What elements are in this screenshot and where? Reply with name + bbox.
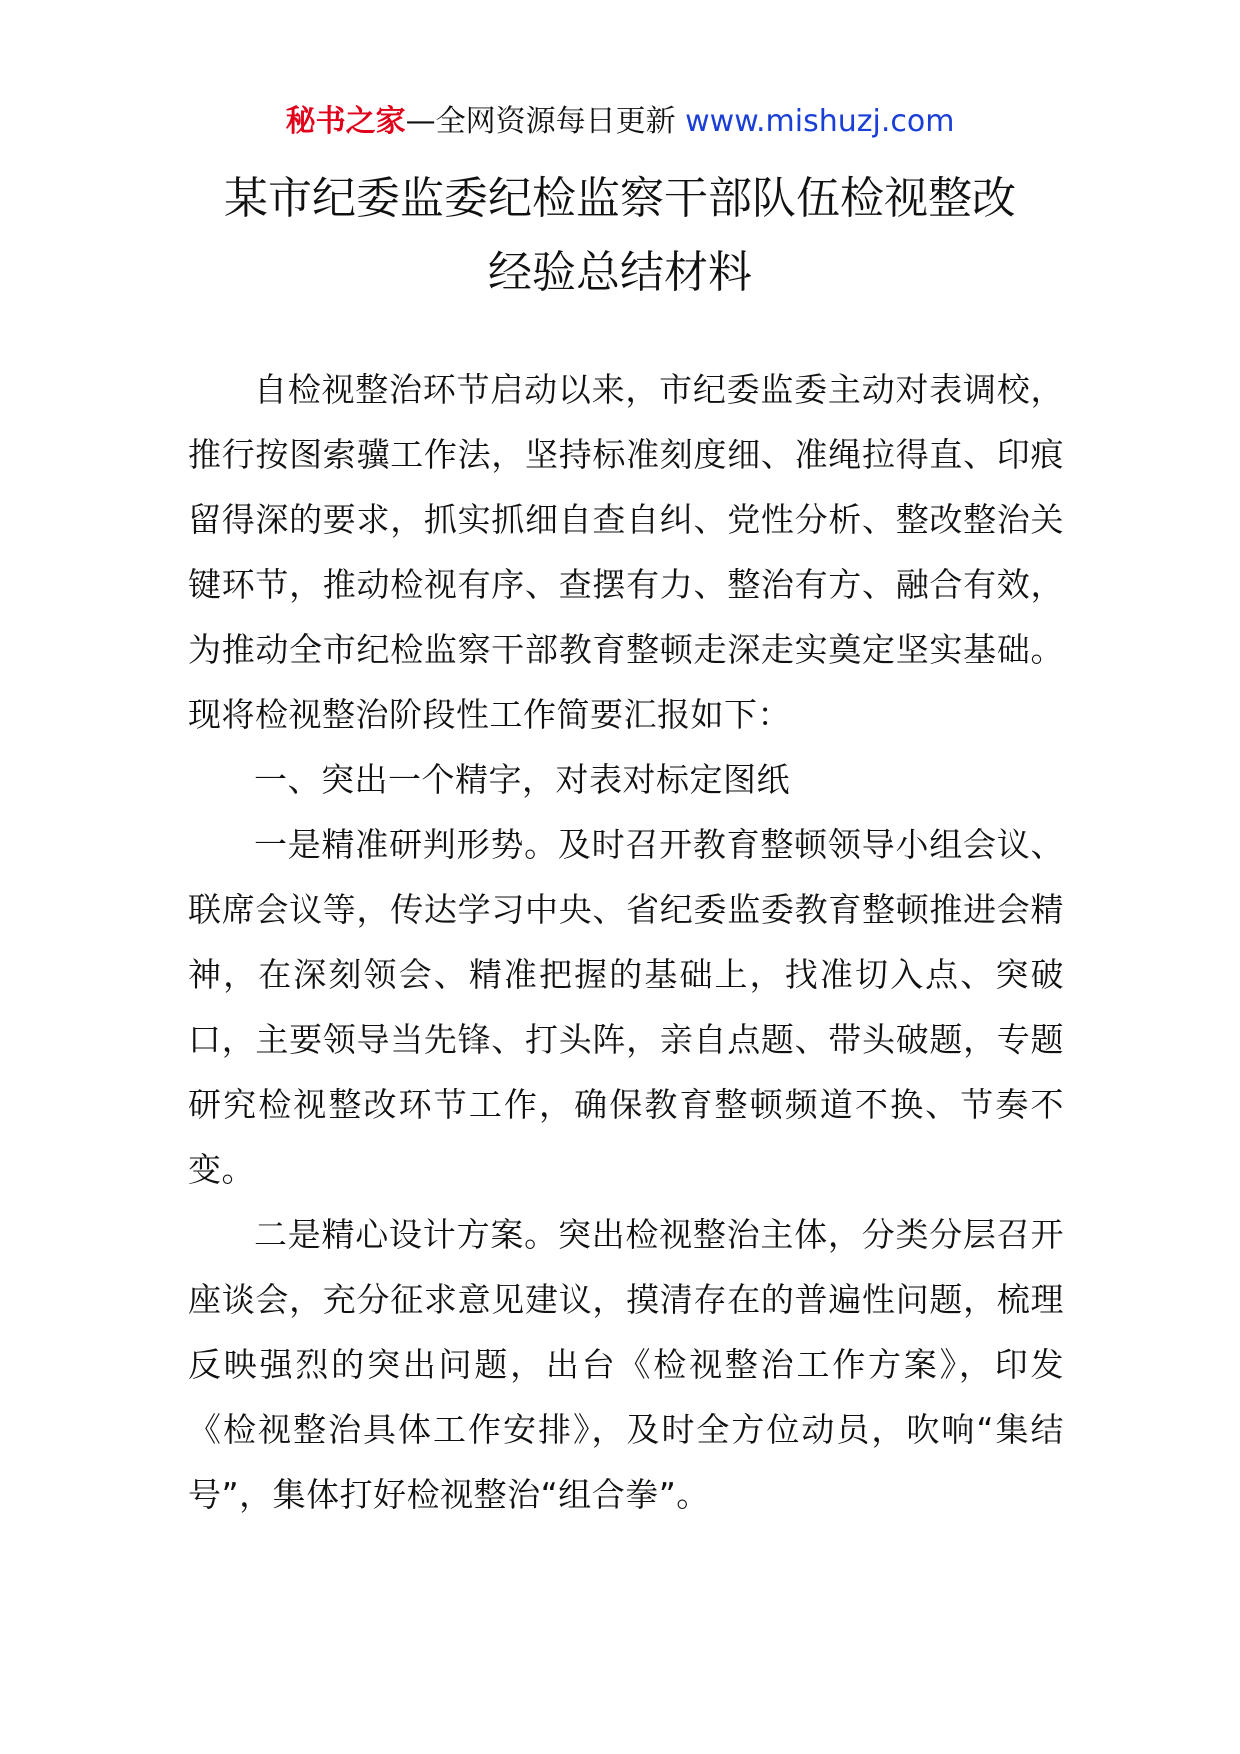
- intro-paragraph: 自检视整治环节启动以来，市纪委监委主动对表调校，推行按图索骥工作法，坚持标准刻度细、准绳拉得直、印痕留得深的要求，抓实抓细自查自纠、党性分析、整改整治关键环节，推动检视有序、查摆有力、整治有方、融合有效，为推动全市纪检监察干部教育整顿走深走实奠定坚实基础。现将检视整治阶段性工作简要汇报如下：: [188, 370, 1064, 734]
- paragraph-point-2: 二是精心设计方案。突出检视整治主体，分类分层召开座谈会，充分征求意见建议，摸清存在的普遍性问题，梳理反映强烈的突出问题，出台《检视整治工作方案》，印发《检视整治具体工作安排》，及时全方位动员，吹响“集结号”，集体打好检视整治“组合拳”。: [188, 1215, 1064, 1514]
- paragraph-point-1: 一是精准研判形势。及时召开教育整顿领导小组会议、联席会议等，传达学习中央、省纪委监委教育整顿推进会精神，在深刻领会、精准把握的基础上，找准切入点、突破口，主要领导当先锋、打头阵，亲自点题、带头破题，专题研究检视整改环节工作，确保教育整顿频道不换、节奏不变。: [188, 825, 1064, 1189]
- document-body: [188, 357, 1064, 1527]
- site-header: [0, 102, 1240, 142]
- site-url-link[interactable]: www.mishuzj.com: [685, 104, 955, 139]
- slogan-text: —全网资源每日更新: [405, 104, 676, 139]
- section-heading: 一、突出一个精字，对表对标定图纸: [254, 760, 790, 799]
- brand-name: 秘书之家: [285, 104, 406, 139]
- title-line-1: 某市纪委监委纪检监察干部队伍检视整改: [224, 173, 1016, 224]
- title-line-2: 经验总结材料: [488, 247, 752, 298]
- document-title: [0, 162, 1240, 310]
